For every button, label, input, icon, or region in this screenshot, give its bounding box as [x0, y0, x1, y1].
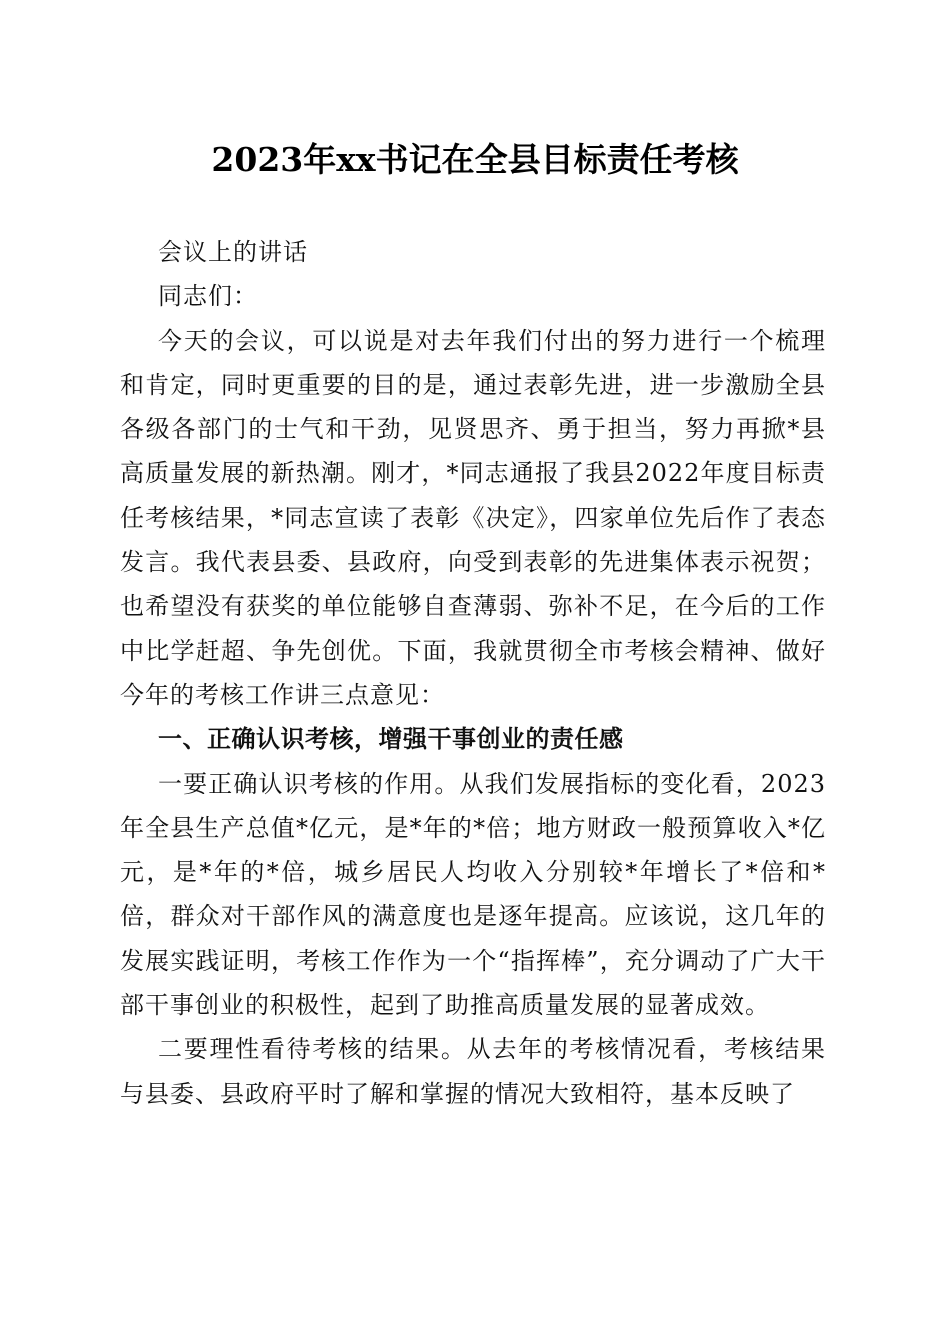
salutation-paragraph: 同志们：	[158, 282, 258, 311]
document-body	[120, 230, 826, 1116]
subtitle-paragraph: 会议上的讲话	[158, 238, 308, 266]
document-title: 2023年xx书记在全县目标责任考核	[211, 140, 739, 179]
body-paragraph: 一要正确认识考核的作用。从我们发展指标的变化看，2023年全县生产总值*亿元，是*年的*倍；地方财政一般预算收入*亿元，是*年的*倍，城乡居民人均收入分别较*年增长了*倍和*倍，群众对干部作风的满意度也是逐年提高。应该说，这几年的发展实践证明，考核工作作为一个“指挥棒”，充分调动了广大干部干事创业的积极性，起到了助推高质量发展的显著成效。	[120, 769, 826, 1020]
section-heading: 一、正确认识考核，增强干事创业的责任感	[158, 725, 624, 754]
body-paragraph: 二要理性看待考核的结果。从去年的考核情况看，考核结果与县委、县政府平时了解和掌握的情况大致相符，基本反映了	[120, 1035, 826, 1108]
body-paragraph: 今天的会议，可以说是对去年我们付出的努力进行一个梳理和肯定，同时更重要的目的是，通过表彰先进，进一步激励全县各级各部门的士气和干劲，见贤思齐、勇于担当，努力再掀*县高质量发展的新热潮。刚才，*同志通报了我县2022年度目标责任考核结果，*同志宣读了表彰《决定》，四家单位先后作了表态发言。我代表县委、县政府，向受到表彰的先进集体表示祝贺；也希望没有获奖的单位能够自查薄弱、弥补不足，在今后的工作中比学赶超、争先创优。下面，我就贯彻全市考核会精神、做好今年的考核工作讲三点意见：	[120, 326, 826, 709]
